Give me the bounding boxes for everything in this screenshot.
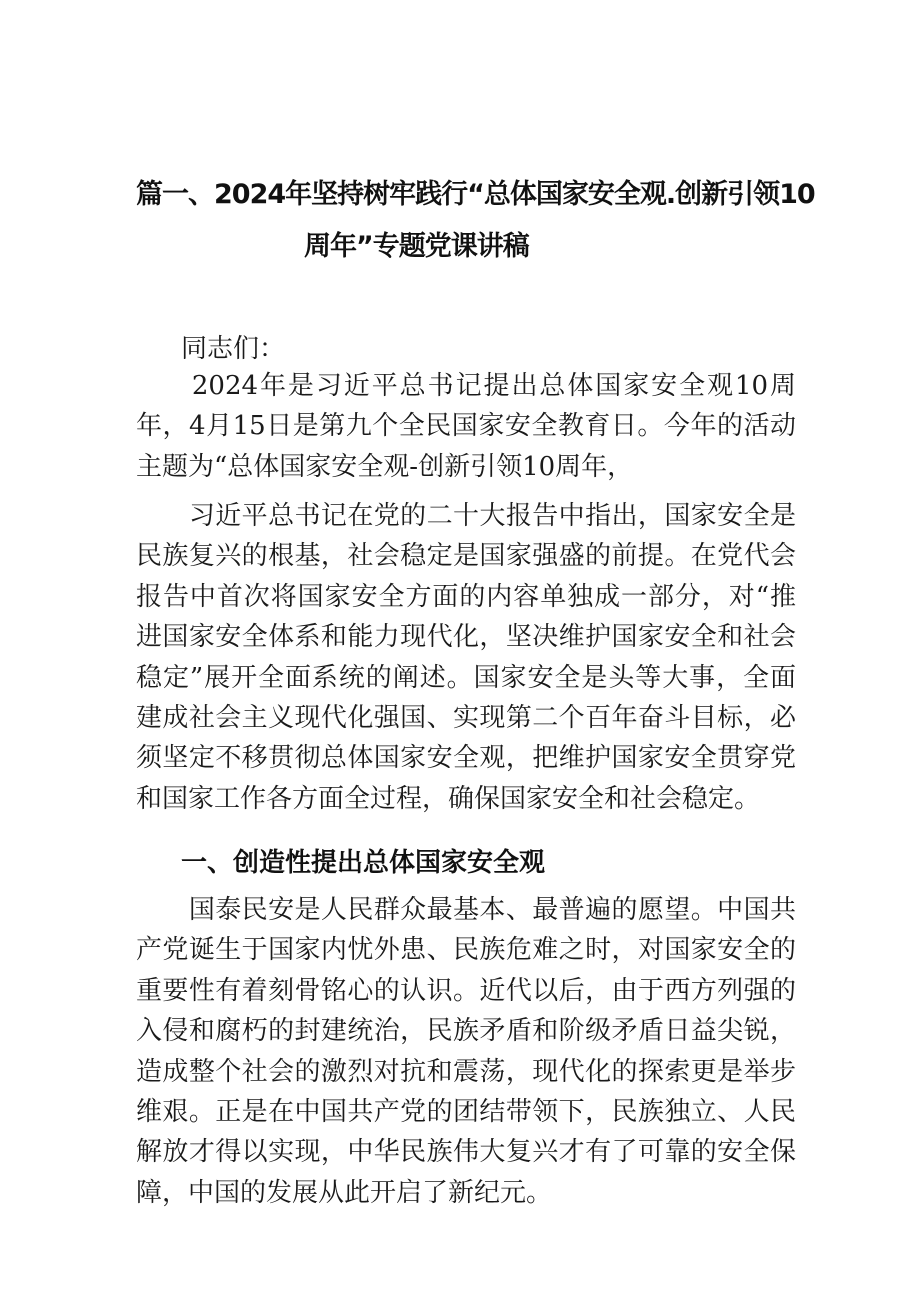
paragraph-3: 国泰民安是人民群众最基本、最普遍的愿望。中国共产党诞生于国家内忧外患、民族危难之时，对国家安全的重要性有着刻骨铭心的认识。近代以后，由于西方列强的入侵和腐朽的封建统治，民族矛盾和阶级矛盾日益尖锐，造成整个社会的激烈对抗和震荡，现代化的探索更是举步维艰。正是在中国共产党的团结带领下，民族独立、人民解放才得以实现，中华民族伟大复兴才有了可靠的安全保障，中国的发展从此开启了新纪元。 — [136, 895, 796, 1208]
greeting: 同志们： — [181, 334, 286, 364]
section-heading-1: 一、创造性提出总体国家安全观 — [181, 848, 546, 878]
document-title-line-1: 篇一、2024年坚持树牢践行“总体国家安全观.创新引领10 — [136, 179, 815, 210]
paragraph-2: 习近平总书记在党的二十大报告中指出，国家安全是民族复兴的根基，社会稳定是国家强盛的前提。在党代会报告中首次将国家安全方面的内容单独成一部分，对“推进国家安全体系和能力现代化，坚决维护国家安全和社会稳定”展开全面系统的阐述。国家安全是头等大事，全面建成社会主义现代化强国、实现第二个百年奋斗目标，必须坚定不移贯彻总体国家安全观，把维护国家安全贯穿党和国家工作各方面全过程，确保国家安全和社会稳定。 — [136, 501, 796, 814]
document-title-line-2: 周年”专题党课讲稿 — [304, 231, 529, 262]
paragraph-1: 2024年是习近平总书记提出总体国家安全观10周年，4月15日是第九个全民国家安全教育日。今年的活动主题为“总体国家安全观-创新引领10周年， — [136, 371, 796, 482]
